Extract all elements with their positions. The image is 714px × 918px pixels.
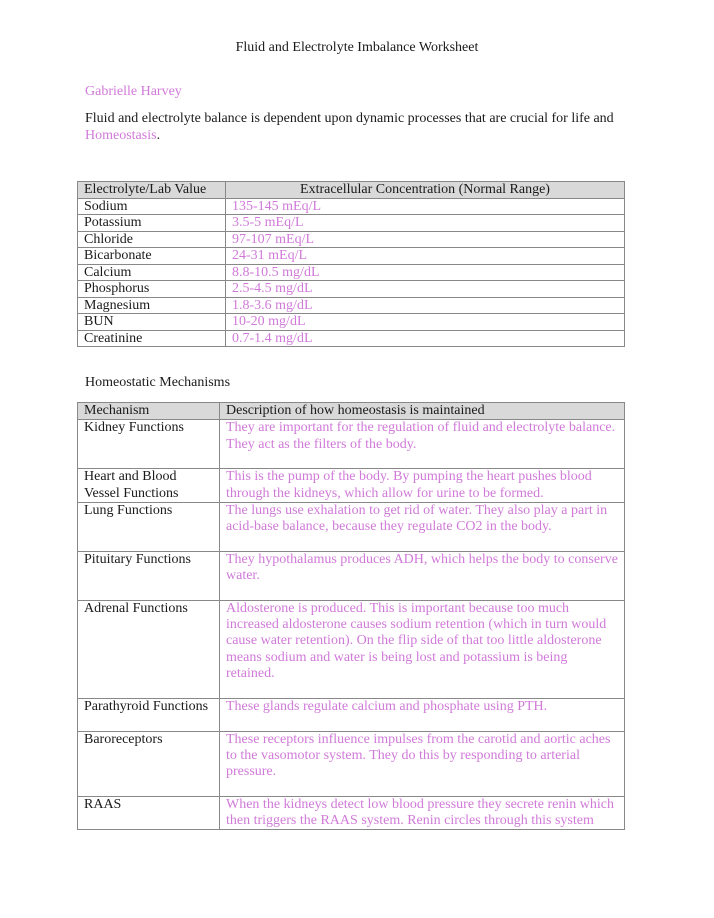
table-row [78, 420, 625, 469]
mechanism-description: This is the pump of the body. By pumping the heart pushes blood through the kidneys, which allow for urine to be formed. [220, 469, 625, 503]
author-name: Gabrielle Harvey [85, 84, 182, 99]
column-header-range: Extracellular Concentration (Normal Range) [226, 182, 625, 199]
mechanism-description: They hypothalamus produces ADH, which helps the body to conserve water. [220, 551, 625, 600]
lab-range: 8.8-10.5 mg/dL [226, 264, 625, 281]
lab-name: Sodium [78, 198, 226, 215]
intro-paragraph [85, 110, 630, 144]
lab-name: Phosphorus [78, 281, 226, 298]
lab-name: Creatinine [78, 330, 226, 347]
lab-range: 0.7-1.4 mg/dL [226, 330, 625, 347]
lab-range: 24-31 mEq/L [226, 248, 625, 265]
table-row [78, 469, 625, 503]
mechanism-description: These glands regulate calcium and phosphate using PTH. [220, 698, 625, 731]
table-row [78, 198, 625, 215]
mechanism-name: Kidney Functions [78, 420, 220, 469]
table-row [78, 215, 625, 232]
mechanism-description: When the kidneys detect low blood pressure they secrete renin which then triggers the RAAS system. Renin circles through this system [220, 796, 625, 830]
column-header-lab: Electrolyte/Lab Value [78, 182, 226, 199]
table-row [78, 698, 625, 731]
table-row [78, 551, 625, 600]
table-row [78, 248, 625, 265]
lab-name: Calcium [78, 264, 226, 281]
mechanism-name: Heart and Blood Vessel Functions [78, 469, 220, 503]
lab-range: 3.5-5 mEq/L [226, 215, 625, 232]
lab-name: Potassium [78, 215, 226, 232]
mechanism-description: The lungs use exhalation to get rid of water. They also play a part in acid-base balance, because they regulate CO2 in the body. [220, 502, 625, 551]
table-row [78, 297, 625, 314]
mechanism-description: Aldosterone is produced. This is important because too much increased aldosterone causes sodium retention (which in turn would cause water retention). On the flip side of that too little aldosterone means sodium and water is being lost and potassium is being retained. [220, 600, 625, 698]
mechanism-name: Adrenal Functions [78, 600, 220, 698]
mechanisms-table [77, 402, 625, 830]
lab-name: Chloride [78, 231, 226, 248]
intro-highlight: Homeostasis [85, 128, 157, 143]
table-row [78, 600, 625, 698]
table-row [78, 231, 625, 248]
mechanism-description: They are important for the regulation of fluid and electrolyte balance. They act as the filters of the body. [220, 420, 625, 469]
table-header-row [78, 182, 625, 199]
lab-name: Magnesium [78, 297, 226, 314]
lab-name: Bicarbonate [78, 248, 226, 265]
lab-range: 97-107 mEq/L [226, 231, 625, 248]
lab-name: BUN [78, 314, 226, 331]
column-header-mechanism: Mechanism [78, 403, 220, 420]
table-row [78, 330, 625, 347]
table-row [78, 264, 625, 281]
mechanism-name: Baroreceptors [78, 731, 220, 796]
table-header-row [78, 403, 625, 420]
table-row [78, 314, 625, 331]
lab-range: 2.5-4.5 mg/dL [226, 281, 625, 298]
document-title: Fluid and Electrolyte Imbalance Worksheet [235, 40, 479, 55]
mechanism-name: Parathyroid Functions [78, 698, 220, 731]
lab-range: 10-20 mg/dL [226, 314, 625, 331]
mechanism-name: Lung Functions [78, 502, 220, 551]
mechanism-name: RAAS [78, 796, 220, 830]
table-row [78, 281, 625, 298]
mechanism-description: These receptors influence impulses from the carotid and aortic aches to the vasomotor system. They do this by responding to arterial pressure. [220, 731, 625, 796]
lab-range: 1.8-3.6 mg/dL [226, 297, 625, 314]
table-row [78, 731, 625, 796]
lab-values-table [77, 181, 625, 347]
mechanism-name: Pituitary Functions [78, 551, 220, 600]
column-header-description: Description of how homeostasis is maintained [220, 403, 625, 420]
section-title: Homeostatic Mechanisms [85, 375, 231, 390]
intro-text: Fluid and electrolyte balance is dependent upon dynamic processes that are crucial for life and [85, 111, 614, 126]
table-row [78, 796, 625, 830]
table-row [78, 502, 625, 551]
lab-range: 135-145 mEq/L [226, 198, 625, 215]
intro-period: . [156, 128, 161, 143]
